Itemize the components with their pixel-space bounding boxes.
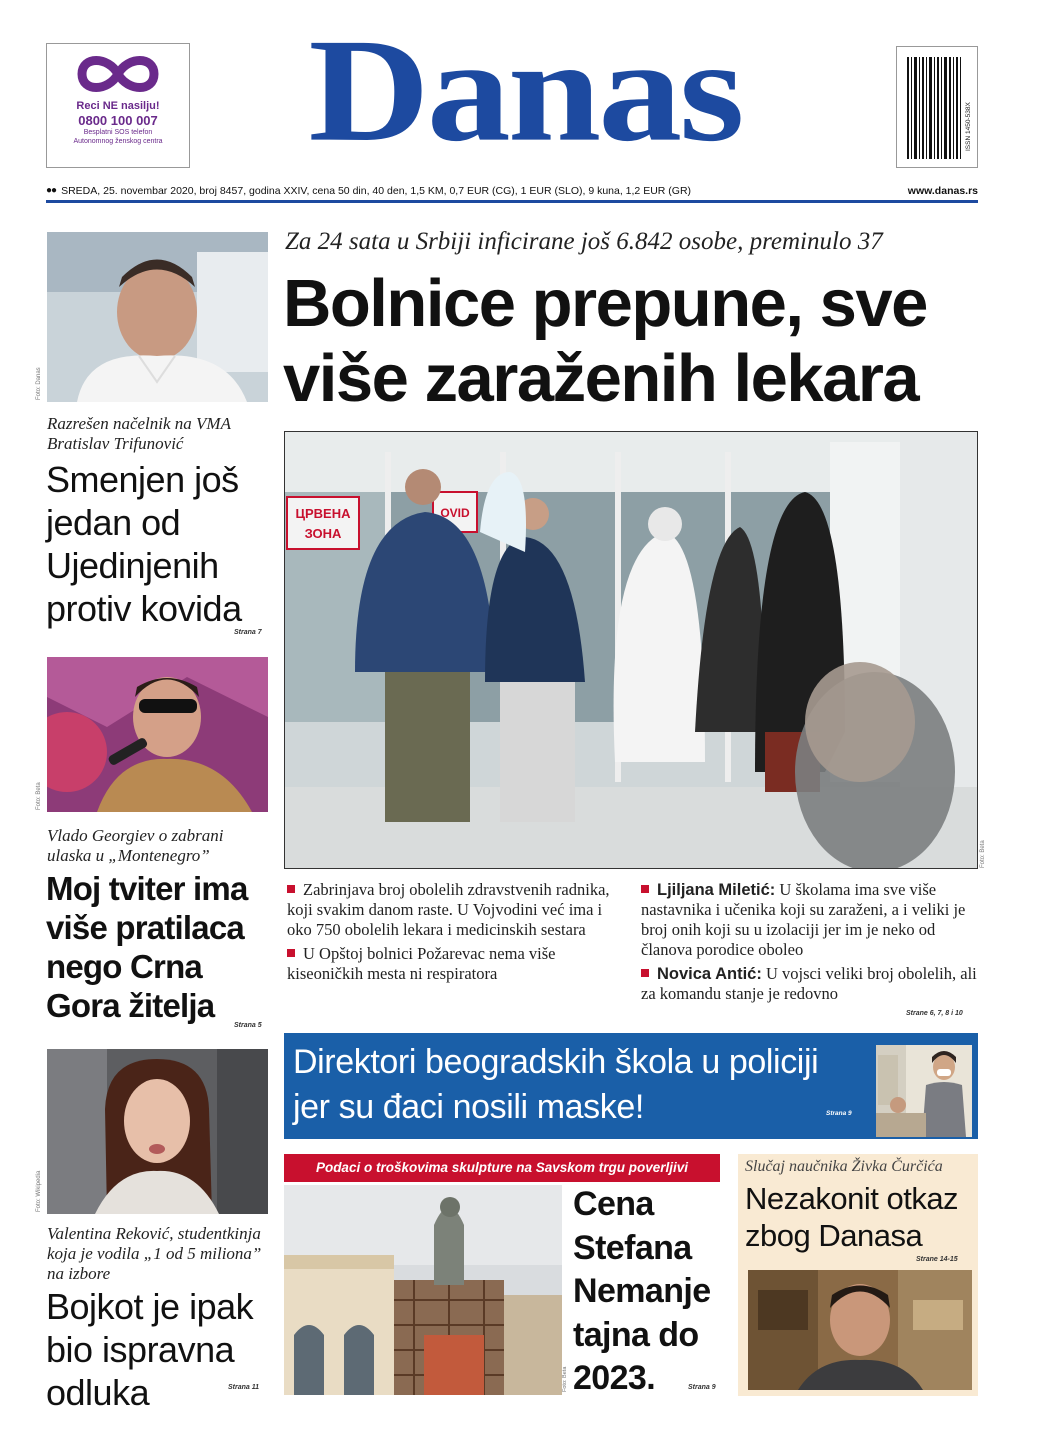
- story1-page-ref: Strana 7: [234, 629, 262, 636]
- banner-page-ref: Strana 9: [826, 1110, 852, 1117]
- photo-credit: Foto: Wikipedia: [36, 1170, 42, 1212]
- sign-text-1: ЦРВЕНА: [295, 506, 351, 521]
- story3-kicker: Valentina Reković, studentkinja koja je vodila „1 od 5 miliona” na izbore: [47, 1224, 262, 1283]
- story1-title[interactable]: Smenjen još jedan od Ujedinjenih protiv kovida: [46, 459, 242, 629]
- nemanja-page-ref: Strana 9: [688, 1384, 716, 1391]
- bullet-square-icon: [287, 949, 295, 957]
- curcic-title[interactable]: Nezakonit otkaz zbog Danasa: [745, 1181, 959, 1253]
- hospital-entrance-photo[interactable]: [284, 431, 978, 869]
- sos-hotline-ad[interactable]: [46, 43, 190, 168]
- website-link[interactable]: www.danas.rs: [907, 184, 978, 197]
- georgiev-photo[interactable]: [47, 657, 268, 812]
- story1-kicker: Razrešen načelnik na VMA Bratislav Trifunović: [47, 414, 231, 453]
- photo-credit: Foto: Danas: [36, 367, 42, 400]
- photo-credit: Foto: Beta: [562, 1366, 568, 1392]
- issue-info: SREDA, 25. novembar 2020, broj 8457, godina XXIV, cena 50 din, 40 den, 1,5 KM, 0,7 EUR (CG), 1 EUR (SLO), 9 kuna, 1,2 EUR (GR): [61, 184, 692, 197]
- photo-credit: Foto: Beta: [980, 840, 986, 868]
- promo-line-4: Autonomnog ženskog centra: [73, 138, 163, 145]
- bullet-item: [287, 880, 617, 940]
- issn-text: ISSN 1450-538X: [965, 102, 972, 151]
- main-bullets-right: [641, 880, 981, 1004]
- bullet-item: [641, 964, 981, 1004]
- story2-page-ref: Strana 5: [234, 1022, 262, 1029]
- quote-name: Ljiljana Miletić:: [657, 881, 776, 899]
- barcode: [896, 46, 978, 168]
- promo-line-1: Reci NE nasilju!: [76, 100, 160, 112]
- trifunovic-photo[interactable]: [47, 232, 268, 402]
- bullet-square-icon: [287, 885, 295, 893]
- bullet-text: U Opštoj bolnici Požarevac nema više kiseoničkih mesta ni respiratora: [287, 944, 556, 983]
- masthead-logo[interactable]: Danas: [308, 8, 742, 173]
- bullet-square-icon: [641, 969, 649, 977]
- promo-line-3: Besplatni SOS telefon: [83, 129, 153, 136]
- classroom-photo[interactable]: [876, 1045, 972, 1137]
- bullet-item: [287, 944, 617, 984]
- bullet-dots-icon: ●●: [46, 185, 57, 196]
- curcic-photo[interactable]: [748, 1270, 972, 1390]
- infinity-icon: [68, 50, 168, 98]
- schools-banner-title[interactable]: Direktori beogradskih škola u policiji jer su đaci nosili maske!: [293, 1043, 819, 1126]
- quote-name: Novica Antić:: [657, 965, 762, 983]
- sign-text-2: ЗОНА: [304, 526, 342, 541]
- story3-page-ref: Strana 11: [228, 1384, 259, 1391]
- promo-phone: 0800 100 007: [78, 113, 158, 128]
- story3-title[interactable]: Bojkot je ipak bio ispravna odluka: [46, 1286, 254, 1413]
- photo-credit: Foto: Beta: [36, 782, 42, 810]
- main-bullets-left: [287, 880, 617, 984]
- bullet-text: U vojsci veliki broj obolelih, ali za komandu stanje je redovno: [641, 964, 977, 1003]
- bullet-text: U školama ima sve više nastavnika i učenika koji su zaraženi, a i veliki je broj onih koji su u izolaciji jer im je neko od članova porodice oboleo: [641, 880, 966, 959]
- nemanja-title[interactable]: Cena Stefana Nemanje tajna do 2023.: [573, 1185, 711, 1397]
- main-page-ref: Strane 6, 7, 8 i 10: [906, 1010, 963, 1017]
- story2-kicker: Vlado Georgiev o zabrani ulaska u „Montenegro”: [47, 826, 224, 865]
- bullet-square-icon: [641, 885, 649, 893]
- curcic-page-ref: Strane 14-15: [916, 1256, 958, 1263]
- bullet-text: Zabrinjava broj obolelih zdravstvenih radnika, koji svakim danom raste. U Vojvodini već ima i oko 750 obolelih lekara i medicinskih sestara: [287, 880, 610, 939]
- rekovic-photo[interactable]: [47, 1049, 268, 1214]
- curcic-kicker: Slučaj naučnika Živka Čurčića: [745, 1158, 943, 1175]
- nemanja-monument-photo[interactable]: [284, 1185, 562, 1395]
- barcode-icon: [905, 53, 971, 163]
- main-story-title[interactable]: Bolnice prepune, sve više zaraženih lekara: [283, 266, 927, 416]
- main-story-kicker: Za 24 sata u Srbiji inficirane još 6.842 osobe, preminulo 37: [285, 228, 883, 255]
- sign-text-3: OVID: [440, 506, 470, 520]
- date-line: [46, 181, 978, 203]
- bullet-item: [641, 880, 981, 960]
- nemanja-kicker-strip[interactable]: Podaci o troškovima skulpture na Savskom trgu poverljivi: [284, 1154, 720, 1182]
- story2-title[interactable]: Moj tviter ima više pratilaca nego Crna Gora žitelja: [46, 870, 248, 1024]
